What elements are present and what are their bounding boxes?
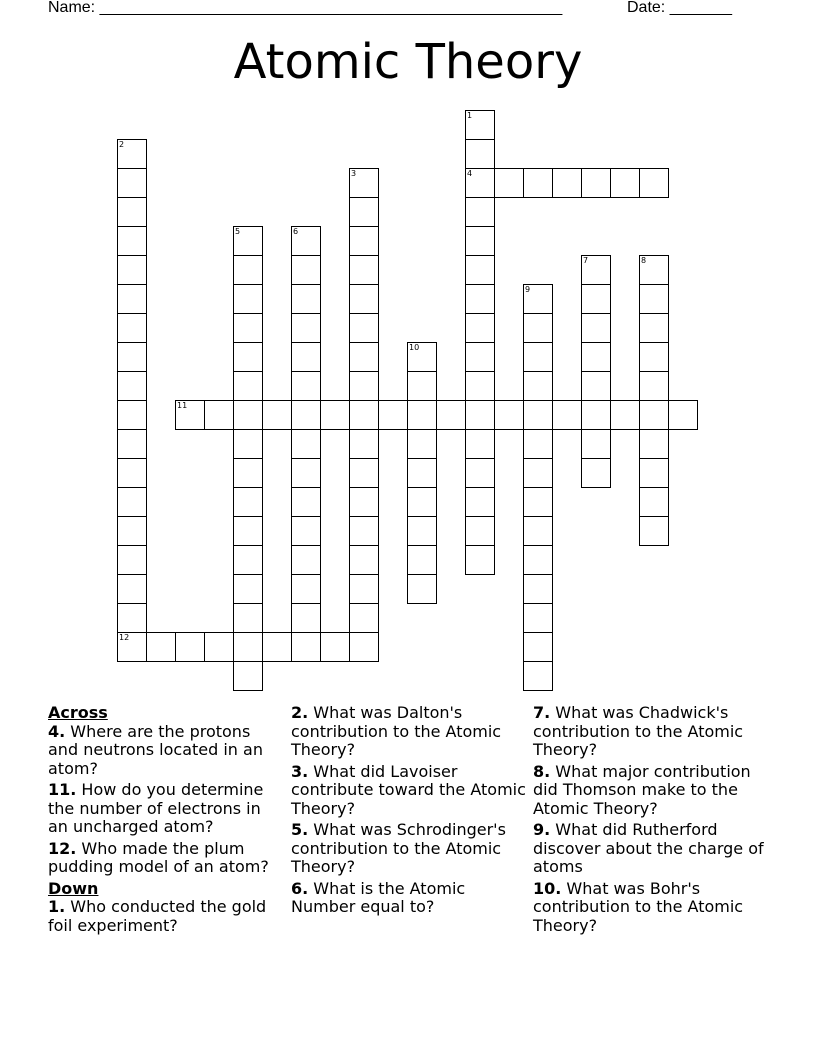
cell-number: 11 [177, 401, 188, 410]
grid-cell[interactable] [349, 255, 379, 285]
grid-cell[interactable] [581, 255, 611, 285]
clue-number: 10. [533, 878, 562, 898]
clue-number: 9. [533, 820, 551, 839]
grid-cell[interactable] [639, 342, 669, 372]
grid-cell[interactable] [349, 342, 379, 372]
cell-number: 12 [119, 633, 130, 642]
grid-cell[interactable] [465, 255, 495, 285]
grid-cell[interactable] [291, 516, 321, 546]
grid-cell[interactable] [465, 458, 495, 488]
grid-cell[interactable] [349, 487, 379, 517]
grid-cell[interactable] [465, 226, 495, 256]
clue-down-7 [533, 704, 769, 760]
clue-number: 11. [48, 780, 77, 799]
page-title: Atomic Theory [233, 34, 583, 90]
grid-cell[interactable] [523, 458, 553, 488]
grid-cell[interactable] [523, 284, 553, 314]
grid-cell[interactable] [523, 632, 553, 662]
grid-cell[interactable] [581, 429, 611, 459]
grid-cell[interactable] [378, 400, 408, 430]
grid-cell[interactable] [465, 139, 495, 169]
grid-cell[interactable] [349, 458, 379, 488]
grid-cell[interactable] [349, 632, 379, 662]
grid-cell[interactable] [639, 516, 669, 546]
grid-cell[interactable] [639, 284, 669, 314]
grid-cell[interactable] [117, 603, 147, 633]
cell-number: 1 [467, 111, 473, 120]
cell-number: 7 [583, 256, 589, 265]
grid-cell[interactable] [465, 487, 495, 517]
grid-cell[interactable] [117, 284, 147, 314]
grid-cell[interactable] [117, 574, 147, 604]
clue-column-3 [533, 704, 769, 938]
grid-cell[interactable] [349, 313, 379, 343]
grid-cell[interactable] [349, 574, 379, 604]
cell-number: 10 [409, 343, 420, 352]
grid-cell[interactable] [291, 429, 321, 459]
grid-cell[interactable] [233, 487, 263, 517]
grid-cell[interactable] [233, 516, 263, 546]
grid-cell[interactable] [494, 400, 524, 430]
grid-cell[interactable] [349, 371, 379, 401]
grid-cell[interactable] [291, 487, 321, 517]
grid-cell[interactable] [494, 168, 524, 198]
clue-down-10 [533, 880, 769, 936]
clue-number: 7. [533, 703, 551, 722]
grid-cell[interactable] [204, 400, 234, 430]
clue-down-8 [533, 763, 769, 819]
grid-cell[interactable] [233, 458, 263, 488]
clue-down-3 [291, 763, 527, 819]
grid-cell[interactable] [465, 110, 495, 140]
clue-column-2 [291, 704, 527, 920]
grid-cell[interactable] [117, 400, 147, 430]
grid-cell[interactable] [291, 545, 321, 575]
grid-cell[interactable] [465, 197, 495, 227]
grid-cell[interactable] [407, 371, 437, 401]
clue-text: What was Bohr's contribution to the Atomic Theory? [533, 878, 744, 935]
grid-cell[interactable] [349, 545, 379, 575]
grid-cell[interactable] [320, 632, 350, 662]
grid-cell[interactable] [639, 400, 669, 430]
grid-cell[interactable] [146, 632, 176, 662]
grid-cell[interactable] [291, 284, 321, 314]
cell-number: 3 [351, 169, 357, 178]
grid-cell[interactable] [523, 342, 553, 372]
grid-cell[interactable] [523, 516, 553, 546]
grid-cell[interactable] [233, 632, 263, 662]
grid-cell[interactable] [407, 487, 437, 517]
grid-cell[interactable] [407, 342, 437, 372]
grid-cell[interactable] [233, 400, 263, 430]
grid-cell[interactable] [349, 168, 379, 198]
clue-text: What was Schrodinger's contribution to the Atomic Theory? [291, 820, 506, 876]
grid-cell[interactable] [175, 632, 205, 662]
grid-cell[interactable] [523, 545, 553, 575]
grid-cell[interactable] [233, 255, 263, 285]
grid-cell[interactable] [349, 516, 379, 546]
clue-across-11 [48, 781, 284, 837]
grid-cell[interactable] [233, 603, 263, 633]
grid-cell[interactable] [291, 458, 321, 488]
clue-across-12 [48, 840, 284, 877]
grid-cell[interactable] [233, 313, 263, 343]
grid-cell[interactable] [291, 400, 321, 430]
grid-cell[interactable] [117, 545, 147, 575]
clue-down-9 [533, 821, 769, 877]
grid-cell[interactable] [581, 342, 611, 372]
clue-number: 2. [291, 703, 309, 722]
grid-cell[interactable] [233, 342, 263, 372]
grid-cell[interactable] [291, 574, 321, 604]
grid-cell[interactable] [465, 313, 495, 343]
grid-cell[interactable] [117, 342, 147, 372]
clue-across-4 [48, 723, 284, 779]
grid-cell[interactable] [465, 342, 495, 372]
grid-cell[interactable] [175, 400, 205, 430]
clue-text: Where are the protons and neutrons located in an atom? [48, 721, 263, 778]
grid-cell[interactable] [233, 284, 263, 314]
grid-cell[interactable] [523, 603, 553, 633]
grid-cell[interactable] [117, 632, 147, 662]
clue-text: Who made the plum pudding model of an atom? [48, 838, 269, 876]
cell-number: 6 [293, 227, 299, 236]
grid-cell[interactable] [407, 458, 437, 488]
grid-cell[interactable] [349, 429, 379, 459]
grid-cell[interactable] [523, 313, 553, 343]
grid-cell[interactable] [581, 284, 611, 314]
clue-text: What did Lavoiser contribute toward the Atomic Theory? [291, 761, 526, 818]
grid-cell[interactable] [117, 255, 147, 285]
clue-number: 5. [291, 820, 309, 839]
clue-down-6 [291, 880, 527, 917]
clue-text: What major contribution did Thomson make to the Atomic Theory? [533, 761, 751, 818]
grid-cell[interactable] [407, 429, 437, 459]
grid-cell[interactable] [523, 400, 553, 430]
clue-text: How do you determine the number of electrons in an uncharged atom? [48, 780, 264, 836]
grid-cell[interactable] [610, 400, 640, 430]
grid-cell[interactable] [639, 371, 669, 401]
grid-cell[interactable] [349, 400, 379, 430]
grid-cell[interactable] [552, 400, 582, 430]
grid-cell[interactable] [639, 255, 669, 285]
grid-cell[interactable] [639, 458, 669, 488]
grid-cell[interactable] [349, 197, 379, 227]
clue-text: What is the Atomic Number equal to? [291, 878, 466, 916]
clue-number: 12. [48, 838, 77, 858]
grid-cell[interactable] [117, 313, 147, 343]
cell-number: 4 [467, 169, 473, 178]
grid-cell[interactable] [233, 574, 263, 604]
grid-cell[interactable] [581, 400, 611, 430]
grid-cell[interactable] [639, 429, 669, 459]
date-field[interactable]: Date: _______ [627, 0, 732, 16]
grid-cell[interactable] [291, 342, 321, 372]
grid-cell[interactable] [436, 400, 466, 430]
grid-cell[interactable] [117, 139, 147, 169]
grid-cell[interactable] [407, 545, 437, 575]
grid-cell[interactable] [233, 429, 263, 459]
grid-cell[interactable] [117, 197, 147, 227]
grid-cell[interactable] [523, 168, 553, 198]
grid-cell[interactable] [291, 313, 321, 343]
clue-text: Who conducted the gold foil experiment? [48, 897, 267, 935]
grid-cell[interactable] [523, 371, 553, 401]
clue-number: 6. [291, 878, 309, 898]
grid-cell[interactable] [639, 313, 669, 343]
grid-cell[interactable] [233, 371, 263, 401]
grid-cell[interactable] [233, 545, 263, 575]
grid-cell[interactable] [465, 284, 495, 314]
grid-cell[interactable] [639, 168, 669, 198]
grid-cell[interactable] [523, 429, 553, 459]
clue-number: 8. [533, 761, 551, 781]
grid-cell[interactable] [117, 458, 147, 488]
clue-number: 3. [291, 761, 309, 781]
grid-cell[interactable] [523, 574, 553, 604]
grid-cell[interactable] [291, 371, 321, 401]
grid-cell[interactable] [465, 545, 495, 575]
clue-down-5 [291, 821, 527, 877]
grid-cell[interactable] [407, 516, 437, 546]
grid-cell[interactable] [320, 400, 350, 430]
grid-cell[interactable] [117, 226, 147, 256]
cell-number: 8 [641, 256, 647, 265]
grid-cell[interactable] [349, 603, 379, 633]
grid-cell[interactable] [117, 371, 147, 401]
down-heading: Down [48, 878, 99, 898]
grid-cell[interactable] [552, 168, 582, 198]
clue-down-1 [48, 898, 284, 935]
grid-cell[interactable] [233, 226, 263, 256]
grid-cell[interactable] [581, 168, 611, 198]
grid-cell[interactable] [523, 661, 553, 691]
clue-number: 4. [48, 721, 66, 741]
grid-cell[interactable] [407, 574, 437, 604]
clue-column-1 [48, 704, 284, 938]
grid-cell[interactable] [523, 487, 553, 517]
grid-cell[interactable] [117, 516, 147, 546]
clue-text: What was Chadwick's contribution to the Atomic Theory? [533, 703, 744, 759]
clue-number: 1. [48, 897, 66, 916]
grid-cell[interactable] [465, 429, 495, 459]
grid-cell[interactable] [117, 168, 147, 198]
grid-cell[interactable] [291, 632, 321, 662]
name-field[interactable]: Name: ____________________________________________________ [48, 0, 563, 16]
across-heading: Across [48, 703, 108, 722]
grid-cell[interactable] [117, 487, 147, 517]
grid-cell[interactable] [407, 400, 437, 430]
grid-cell[interactable] [117, 429, 147, 459]
grid-cell[interactable] [668, 400, 698, 430]
grid-cell[interactable] [349, 226, 379, 256]
clue-down-2 [291, 704, 527, 760]
grid-cell[interactable] [610, 168, 640, 198]
grid-cell[interactable] [581, 313, 611, 343]
grid-cell[interactable] [465, 371, 495, 401]
grid-cell[interactable] [465, 516, 495, 546]
grid-cell[interactable] [465, 400, 495, 430]
grid-cell[interactable] [581, 371, 611, 401]
cell-number: 2 [119, 140, 125, 149]
grid-cell[interactable] [639, 487, 669, 517]
grid-cell[interactable] [204, 632, 234, 662]
clue-text: What did Rutherford discover about the charge of atoms [533, 820, 764, 876]
grid-cell[interactable] [233, 661, 263, 691]
grid-cell[interactable] [291, 603, 321, 633]
clue-text: What was Dalton's contribution to the Atomic Theory? [291, 703, 502, 759]
grid-cell[interactable] [581, 458, 611, 488]
grid-cell[interactable] [262, 400, 292, 430]
grid-cell[interactable] [349, 284, 379, 314]
grid-cell[interactable] [291, 226, 321, 256]
grid-cell[interactable] [262, 632, 292, 662]
grid-cell[interactable] [465, 168, 495, 198]
cell-number: 9 [525, 285, 531, 294]
grid-cell[interactable] [291, 255, 321, 285]
cell-number: 5 [235, 227, 241, 236]
